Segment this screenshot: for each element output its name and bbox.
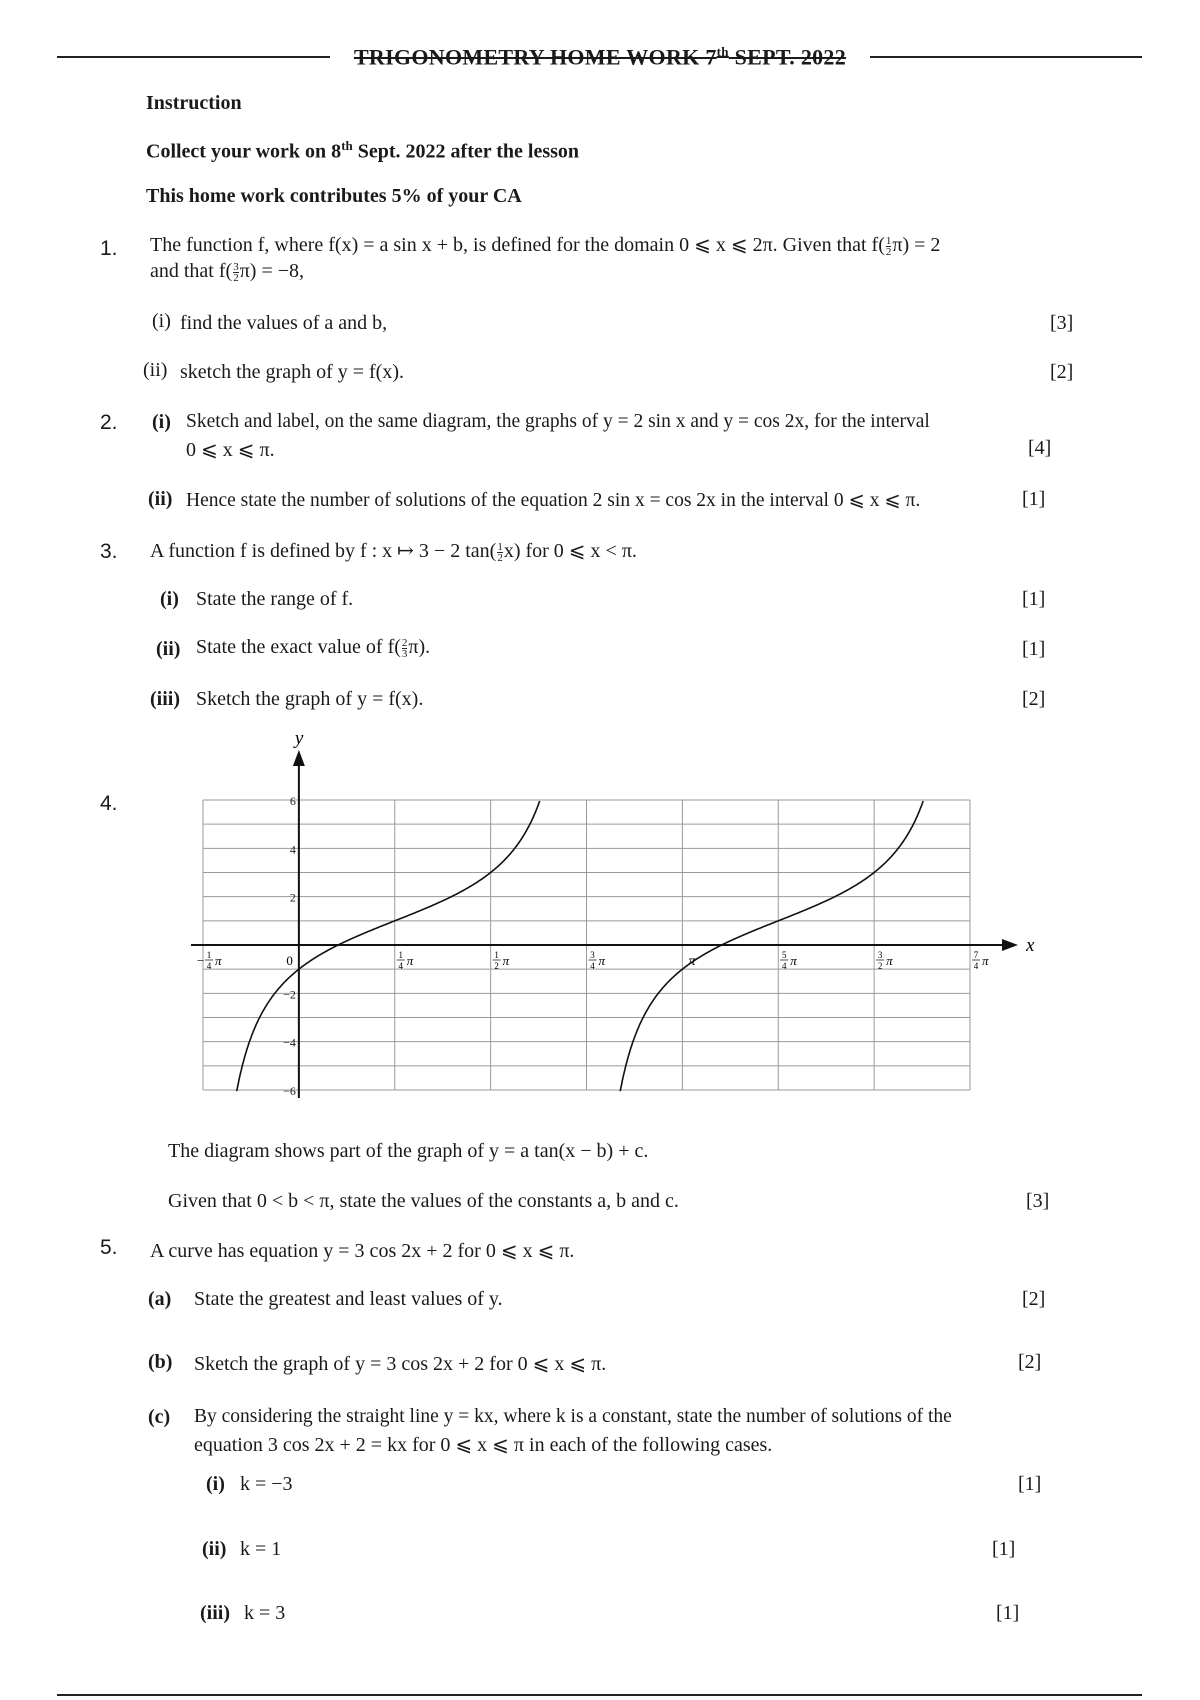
x-tick-pi: π (790, 953, 797, 968)
q3-part-ii-pre: State the exact value of f( (196, 636, 401, 658)
bottom-rule (57, 1694, 1142, 1696)
x-tick-sign: − (197, 953, 205, 968)
collect-sup: th (341, 138, 353, 153)
q5-cii-marks: [1] (992, 1538, 1016, 1560)
q5-c-line1: By considering the straight line y = kx, where k is a constant, state the number of solutions of the (194, 1406, 952, 1427)
q1-fraction-a (886, 236, 892, 257)
tan-graph (180, 728, 1080, 1105)
q3-part-i-label: (i) (160, 588, 179, 610)
q3-part-ii-frac-den: 3 (401, 647, 408, 660)
x-tick-label (197, 950, 222, 971)
q1-part-i-label: (i) (152, 310, 171, 332)
x-tick-denominator: 2 (877, 961, 883, 971)
x-axis-arrow (1002, 939, 1018, 951)
q2-part-ii: Hence state the number of solutions of the equation 2 sin x = cos 2x in the interval 0 ⩽ x ⩽ π. (186, 490, 921, 511)
q3-part-ii-frac-num: 2 (401, 636, 408, 649)
x-tick-numerator: 1 (206, 950, 212, 960)
x-tick-numerator: 3 (877, 950, 883, 960)
q1-line2-tail: π) = −8, (239, 260, 305, 282)
x-tick-numerator: 1 (398, 950, 403, 960)
q5-ciii-label: (iii) (200, 1602, 230, 1624)
q5-c-line2: equation 3 cos 2x + 2 = kx for 0 ⩽ x ⩽ π in each of the following cases. (194, 1434, 773, 1456)
q3-part-ii-label: (ii) (156, 638, 181, 660)
y-axis-arrow (293, 750, 305, 766)
q1-stem-line1 (150, 232, 940, 257)
tan-curve-branch-2 (620, 801, 923, 1091)
x-tick-numerator: 1 (494, 950, 499, 960)
q3-part-iii-label: (iii) (150, 688, 180, 710)
q2-part-i-marks: [4] (1028, 437, 1052, 459)
q5-ci-marks: [1] (1018, 1473, 1042, 1495)
x-tick-numerator: 7 (973, 950, 979, 960)
x-axis-label: x (1026, 935, 1035, 956)
q2-part-ii-label: (ii) (148, 488, 173, 510)
x-tick-label (493, 950, 510, 971)
x-tick-pi: π (598, 953, 606, 968)
q1-stem-line2 (150, 260, 304, 283)
origin-label: 0 (286, 953, 293, 968)
q1-part-ii-marks: [2] (1050, 361, 1074, 383)
q3-stem-post: x) for 0 ⩽ x < π. (503, 540, 637, 562)
q2-part-i-line2: 0 ⩽ x ⩽ π. (186, 439, 275, 461)
q1-part-ii-label: (ii) (143, 359, 168, 381)
x-tick-label (876, 950, 893, 971)
q1-line2-pre: and that f( (150, 260, 233, 282)
title-sup: th (716, 44, 729, 59)
x-tick-denominator: 4 (782, 961, 787, 971)
q5-ci-text: k = −3 (240, 1473, 293, 1495)
q3-part-i-marks: [1] (1022, 588, 1046, 610)
q1-stem-text: The function f, where f(x) = a sin x + b, is defined for the domain 0 ⩽ x ⩽ 2π. Given that f( (150, 234, 885, 256)
q1-frac-b-num: 3 (233, 260, 239, 273)
q3-part-ii (196, 636, 430, 659)
title-main: TRIGONOMETRY HOME WORK 7 (353, 44, 717, 70)
x-tick-label (972, 950, 989, 971)
collect-pre: Collect your work on 8 (146, 140, 342, 163)
q2-number: 2. (100, 411, 118, 434)
q4-line2: Given that 0 < b < π, state the values of the constants a, b and c. (168, 1190, 679, 1212)
x-tick-label (589, 950, 606, 971)
q5-ci-label: (i) (206, 1473, 225, 1495)
collect-post: Sept. 2022 after the lesson (352, 140, 580, 163)
x-tick-denominator: 4 (590, 961, 595, 971)
x-tick-pi: π (215, 953, 222, 968)
title-tail: SEPT. 2022 (728, 44, 847, 70)
q3-stem (150, 538, 637, 563)
q5-ciii-marks: [1] (996, 1602, 1020, 1624)
q3-part-iii-marks: [2] (1022, 688, 1046, 710)
q3-part-i: State the range of f. (196, 588, 354, 610)
q3-stem-pre: A function f is defined by f : x ↦ 3 − 2 tan( (150, 540, 497, 562)
q1-frac-a-den: 2 (885, 245, 892, 258)
q5-b-label: (b) (148, 1351, 173, 1373)
q3-part-ii-fraction (402, 638, 408, 659)
q1-fraction-b (233, 262, 239, 283)
x-tick-denominator: 2 (494, 961, 499, 971)
collect-line (146, 138, 579, 164)
q5-ciii-text: k = 3 (244, 1602, 286, 1624)
q3-frac-num: 1 (497, 540, 503, 553)
q3-part-iii: Sketch the graph of y = f(x). (196, 688, 424, 710)
q1-part-i-marks: [3] (1050, 312, 1074, 334)
q5-stem: A curve has equation y = 3 cos 2x + 2 for 0 ⩽ x ⩽ π. (150, 1240, 575, 1262)
q5-cii-text: k = 1 (240, 1538, 282, 1560)
q4-line1: The diagram shows part of the graph of y = a tan(x − b) + c. (168, 1140, 649, 1162)
x-tick-denominator: 4 (398, 961, 403, 971)
q3-number: 3. (100, 540, 118, 563)
q2-part-i-line1: Sketch and label, on the same diagram, the graphs of y = 2 sin x and y = cos 2x, for the interval (186, 411, 930, 432)
y-axis-label: y (294, 728, 304, 749)
instruction-heading: Instruction (146, 92, 242, 114)
x-tick-text: π (688, 954, 696, 969)
q5-c-label: (c) (148, 1406, 171, 1428)
q5-a-text: State the greatest and least values of y. (194, 1288, 503, 1310)
q5-a-marks: [2] (1022, 1288, 1046, 1310)
q3-frac-den: 2 (497, 551, 503, 564)
x-tick-denominator: 4 (206, 961, 212, 971)
x-tick-label (780, 950, 797, 971)
x-tick-pi: π (406, 953, 414, 968)
q4-number: 4. (100, 792, 118, 815)
q5-cii-label: (ii) (202, 1538, 227, 1560)
q3-part-ii-marks: [1] (1022, 638, 1046, 660)
q2-part-ii-marks: [1] (1022, 488, 1046, 510)
q4-marks: [3] (1026, 1190, 1050, 1212)
q1-part-i: find the values of a and b, (180, 312, 388, 334)
y-tick-label: 4 (289, 842, 296, 857)
y-tick-label: −4 (283, 1035, 296, 1050)
y-tick-label: −6 (283, 1084, 296, 1098)
x-tick-numerator: 3 (590, 950, 595, 960)
q3-fraction (497, 542, 503, 563)
q5-number: 5. (100, 1236, 118, 1259)
y-tick-label: 6 (289, 794, 296, 808)
q3-part-ii-post: π). (408, 636, 431, 658)
x-tick-pi: π (886, 953, 893, 968)
q5-b-text: Sketch the graph of y = 3 cos 2x + 2 for 0 ⩽ x ⩽ π. (194, 1353, 607, 1375)
x-tick-label (397, 950, 414, 971)
q1-stem-tail: π) = 2 (892, 234, 941, 256)
q1-frac-b-den: 2 (233, 271, 239, 284)
q5-a-label: (a) (148, 1288, 172, 1310)
q5-b-marks: [2] (1018, 1351, 1042, 1373)
q1-number: 1. (100, 237, 118, 260)
y-tick-label: −2 (283, 987, 296, 1002)
page-title (330, 44, 870, 70)
q1-frac-a-num: 1 (885, 234, 892, 247)
x-tick-denominator: 4 (973, 961, 979, 971)
y-tick-label: 2 (289, 890, 296, 905)
x-tick-pi: π (982, 953, 989, 968)
x-tick-numerator: 5 (782, 950, 787, 960)
contribution-line: This home work contributes 5% of your CA (146, 185, 522, 207)
x-tick-pi: π (502, 953, 510, 968)
q2-part-i-label: (i) (152, 411, 171, 433)
q1-part-ii: sketch the graph of y = f(x). (180, 361, 404, 383)
